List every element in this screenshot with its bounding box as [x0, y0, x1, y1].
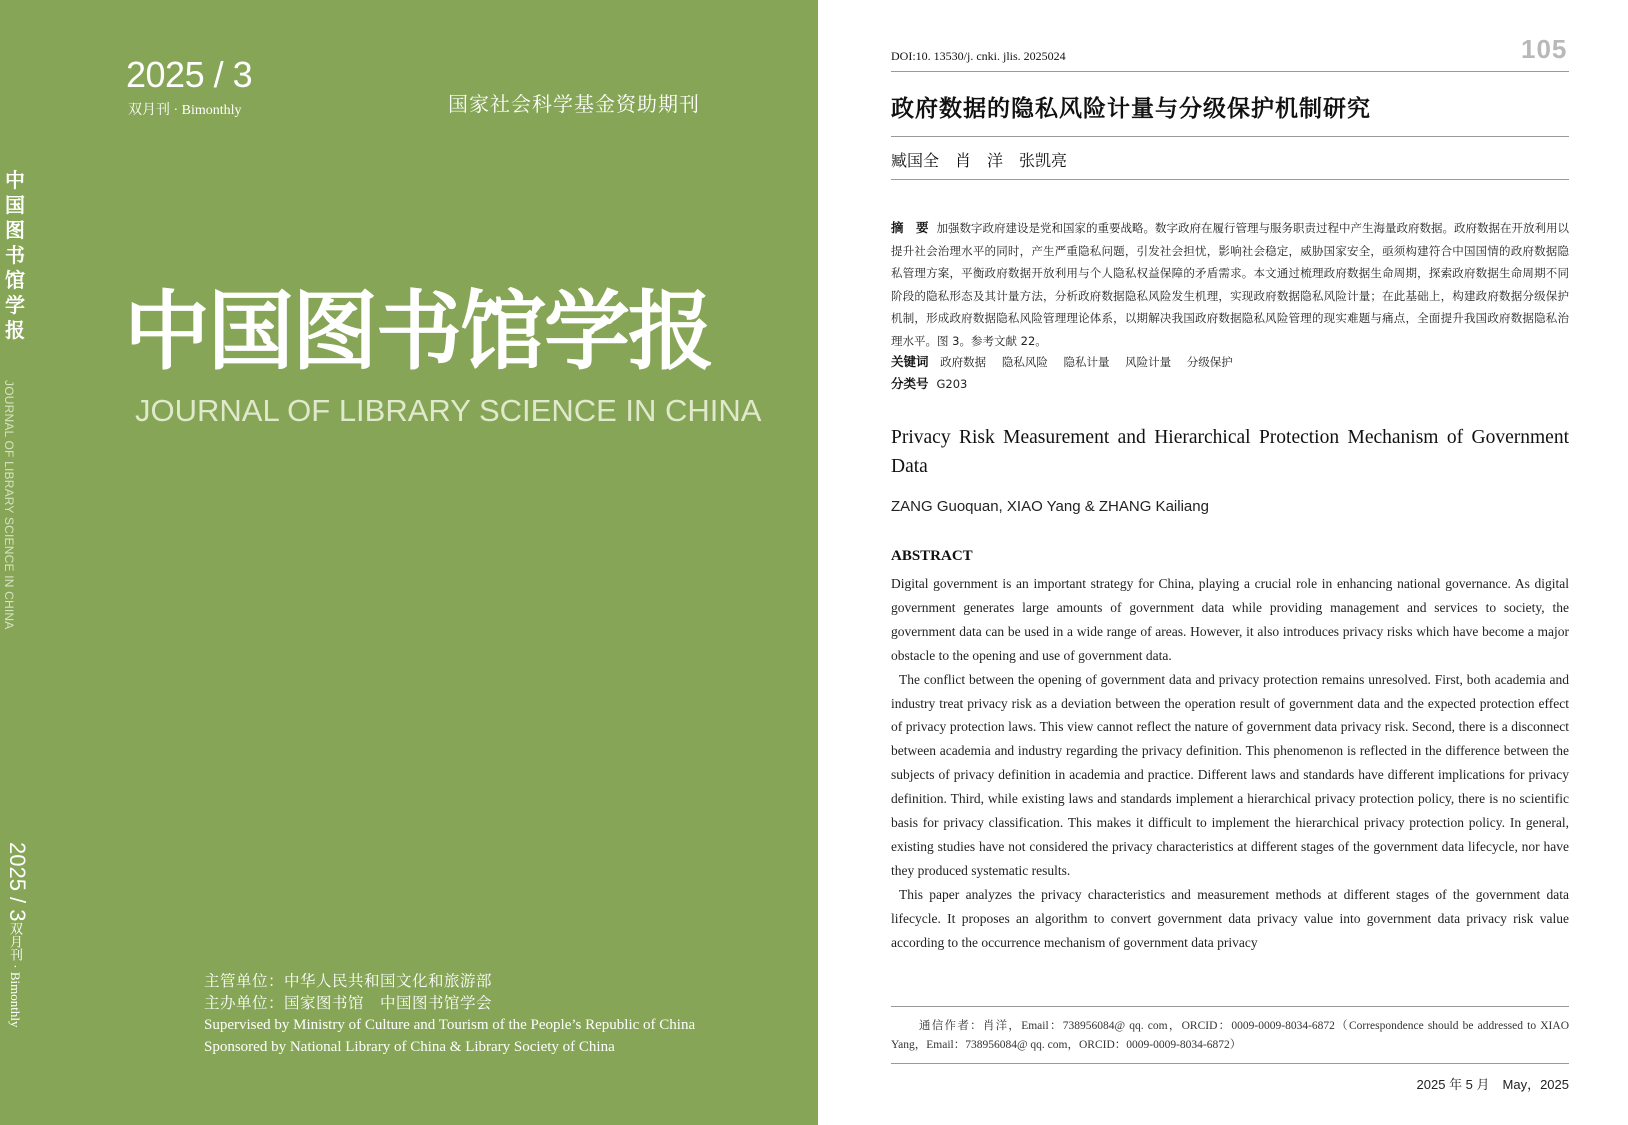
- journal-title-en: JOURNAL OF LIBRARY SCIENCE IN CHINA: [135, 393, 762, 428]
- divider: [891, 136, 1569, 137]
- divider: [891, 179, 1569, 180]
- publisher-info: [204, 970, 695, 1058]
- page-number: 105: [1521, 34, 1568, 64]
- abstract-en: [891, 572, 1569, 955]
- article-title-zh: 政府数据的隐私风险计量与分级保护机制研究: [891, 95, 1371, 122]
- abstract-zh: [891, 217, 1569, 352]
- abstract-paragraph: This paper analyzes the privacy characteristics and measurement methods at different stages of the government data lifecycle. It proposes an algorithm to convert government data privacy value into government data privacy risk value according to the occurrence mechanism of government data privacy: [891, 886, 1569, 950]
- keywords-zh: [891, 352, 1245, 370]
- abstract-paragraph: Digital government is an important strategy for China, playing a crucial role in enhancing national governance. As digital government generates large amounts of government data while providing management and services to society, the government data can be used in a wide range of areas. However, it also introduces privacy risks which have become a major obstacle to the opening and use of government data.: [891, 576, 1569, 663]
- authors-zh: 臧国全 肖 洋 张凯亮: [891, 151, 1068, 170]
- article-title-en: Privacy Risk Measurement and Hierarchical Protection Mechanism of Government Data: [891, 427, 1569, 477]
- spine-frequency: 双月刊 · Bimonthly: [8, 922, 23, 1028]
- abstract-label-zh: 摘 要: [891, 220, 929, 235]
- spine-title: 中国图书馆学报: [5, 168, 25, 342]
- class-label-zh: 分类号: [891, 376, 929, 391]
- authors-en: ZANG Guoquan, XIAO Yang & ZHANG Kailiang: [891, 498, 1209, 515]
- journal-title: 中国图书馆学报: [124, 281, 712, 382]
- spine-issue: 2025 / 3: [5, 842, 30, 922]
- class-code: G203: [936, 377, 968, 391]
- sponsor-en: Sponsored by National Library of China & Library Society of China: [204, 1039, 615, 1055]
- abstract-paragraph: The conflict between the opening of government data and privacy protection remains unresolved. First, both academia and industry treat privacy risk as a deviation between the operation result of government data and the expected protection effect of privacy protection laws. This view cannot reflect the nature of government data privacy risk. Second, there is a disconnect between academia and industry regarding the privacy definition. This phenomenon is reflected in the difference between the subjects of privacy definition in academia and practice. Different laws and standards have different implications for privacy definition. Third, while existing laws and standards implement a hierarchical privacy protection policy, there is no scientific basis for privacy classification. This makes it difficult to implement the hierarchical privacy protection policy. In general, existing studies have not considered the privacy characteristics at different stages of the government data lifecycle, nor have they produced systematic results.: [891, 671, 1569, 878]
- sponsor-zh: 主办单位：国家图书馆 中国图书馆学会: [204, 994, 493, 1012]
- spine-title-en: JOURNAL OF LIBRARY SCIENCE IN CHINA: [2, 380, 16, 630]
- cover-issue: 2025 / 3: [126, 54, 253, 95]
- keyword: 分级保护: [1186, 355, 1233, 369]
- supervisor-zh: 主管单位：中华人民共和国文化和旅游部: [204, 972, 493, 990]
- keywords-label-zh: 关键词: [891, 354, 929, 369]
- article-page: [818, 0, 1628, 1125]
- abstract-heading-en: ABSTRACT: [891, 548, 973, 564]
- keyword: 政府数据: [940, 355, 987, 369]
- supervisor-en: Supervised by Ministry of Culture and Tourism of the People’s Republic of China: [204, 1017, 696, 1033]
- abstract-text-zh: 加强数字政府建设是党和国家的重要战略。数字政府在履行管理与服务职责过程中产生海量政府数据。政府数据在开放利用以提升社会治理水平的同时，产生严重隐私问题，引发社会担忧，影响社会稳定，威胁国家安全，亟须构建符合中国国情的政府数据隐私管理方案，平衡政府数据开放利用与个人隐私权益保障的矛盾需求。本文通过梳理政府数据生命周期，探索政府数据生命周期不同阶段的隐私形态及其计量方法，分析政府数据隐私风险发生机理，实现政府数据隐私风险计量；在此基础上，构建政府数据分级保护机制，形成政府数据隐私风险管理理论体系，以期解决我国政府数据隐私风险管理的现实难题与痛点，全面提升我国政府数据隐私治理水平。图 3。参考文献 22。: [891, 221, 1570, 348]
- publication-date: 2025 年 5 月 May，2025: [1416, 1077, 1569, 1092]
- footnote: 通信作者：肖洋，Email：738956084@ qq. com，ORCID：0009-0009-8034-6872（Correspondence should be addressed to XIAO Yang，Email：738956084@ qq. com，ORCID：0009-0009-8034-6872）: [891, 1020, 1569, 1051]
- doi: DOI:10. 13530/j. cnki. jlis. 2025024: [891, 49, 1066, 63]
- divider: [891, 1063, 1569, 1064]
- divider: [891, 71, 1569, 72]
- fund-note: 国家社会科学基金资助期刊: [448, 92, 700, 116]
- cover-frequency: 双月刊 · Bimonthly: [128, 103, 242, 118]
- keyword: 风险计量: [1125, 355, 1172, 369]
- footnote-divider: [891, 1006, 1569, 1007]
- keyword: 隐私风险: [1001, 355, 1048, 369]
- keyword: 隐私计量: [1063, 355, 1110, 369]
- classification-zh: [891, 374, 967, 392]
